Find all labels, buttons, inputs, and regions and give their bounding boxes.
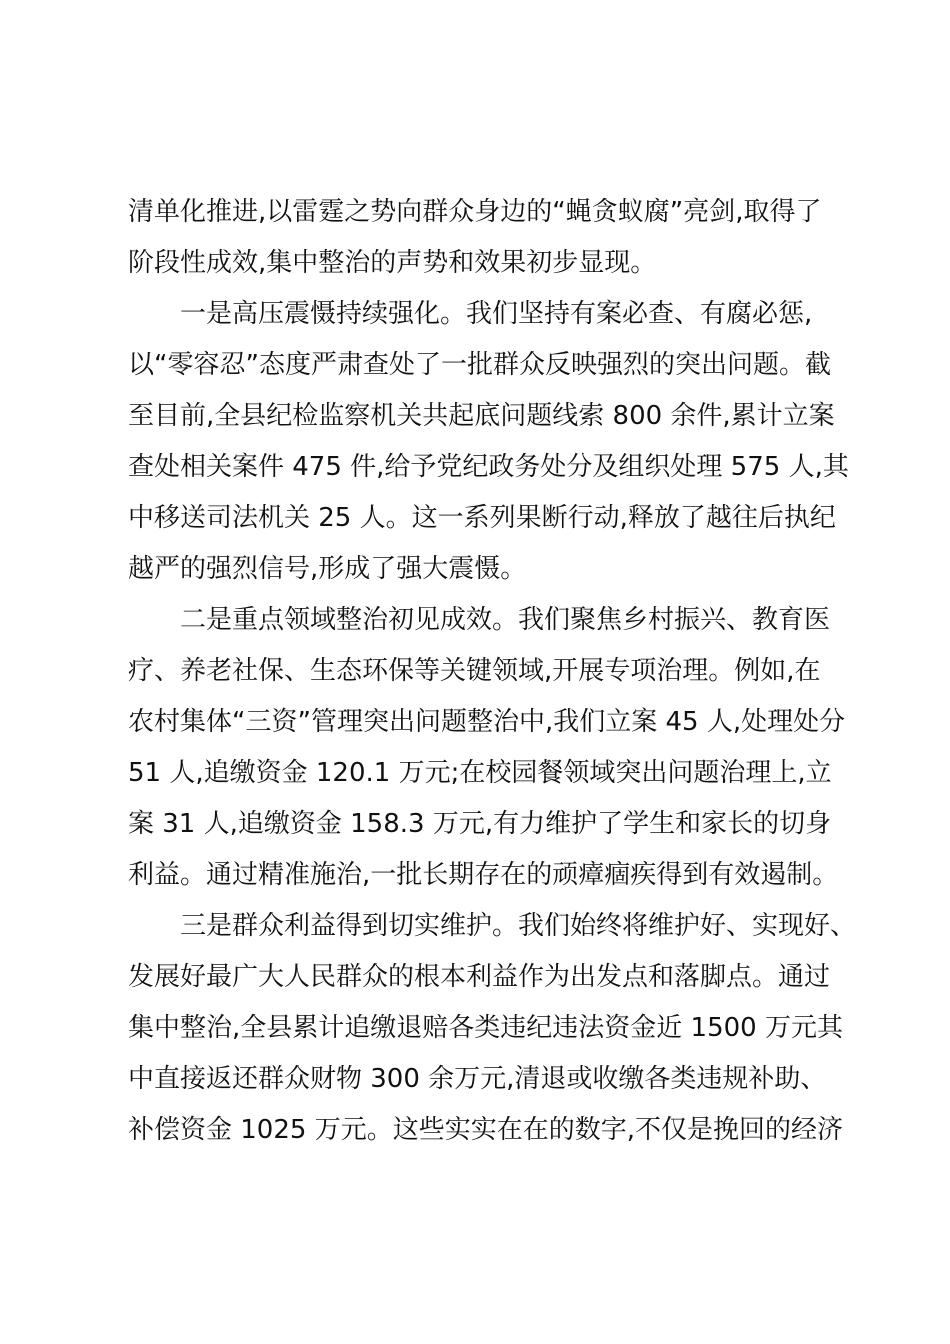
paragraph-intro (128, 187, 828, 289)
text-line: 疗、养老社保、生态环保等关键领域,开展专项治理。例如,在 (128, 656, 821, 686)
text-line: 三是群众利益得到切实维护。我们始终将维护好、实现好、 (128, 911, 857, 941)
text-line: 中直接返还群众财物 300 余万元,清退或收缴各类违规补助、 (128, 1064, 827, 1094)
document-body (128, 187, 857, 1156)
paragraph-key-areas (128, 595, 846, 901)
text-line: 利益。通过精准施治,一批长期存在的顽瘴痼疾得到有效遏制。 (128, 860, 839, 890)
text-line: 以“零容忍”态度严肃查处了一批群众反映强烈的突出问题。截 (128, 350, 831, 380)
text-line: 至目前,全县纪检监察机关共起底问题线索 800 余件,累计立案 (128, 401, 835, 431)
text-line: 一是高压震慑持续强化。我们坚持有案必查、有腐必惩, (128, 299, 813, 329)
text-line: 中移送司法机关 25 人。这一系列果断行动,释放了越往后执纪 (128, 503, 836, 533)
text-line: 越严的强烈信号,形成了强大震慑。 (128, 554, 527, 584)
paragraph-deterrence (128, 289, 849, 595)
text-line: 案 31 人,追缴资金 158.3 万元,有力维护了学生和家长的切身 (128, 809, 832, 839)
text-line: 农村集体“三资”管理突出问题整治中,我们立案 45 人,处理处分 (128, 707, 846, 737)
text-line: 清单化推进,以雷霆之势向群众身边的“蝇贪蚁腐”亮剑,取得了 (128, 197, 822, 227)
text-line: 查处相关案件 475 件,给予党纪政务处分及组织处理 575 人,其 (128, 452, 849, 482)
text-line: 集中整治,全县累计追缴退赔各类违纪违法资金近 1500 万元其 (128, 1013, 843, 1043)
text-line: 补偿资金 1025 万元。这些实实在在的数字,不仅是挽回的经济 (128, 1115, 843, 1145)
text-line: 二是重点领域整治初见成效。我们聚焦乡村振兴、教育医 (128, 605, 831, 635)
text-line: 发展好最广大人民群众的根本利益作为出发点和落脚点。通过 (128, 962, 831, 992)
text-line: 阶段性成效,集中整治的声势和效果初步显现。 (128, 248, 657, 278)
paragraph-public-interest (128, 901, 857, 1156)
text-line: 51 人,追缴资金 120.1 万元;在校园餐领域突出问题治理上,立 (128, 758, 832, 788)
